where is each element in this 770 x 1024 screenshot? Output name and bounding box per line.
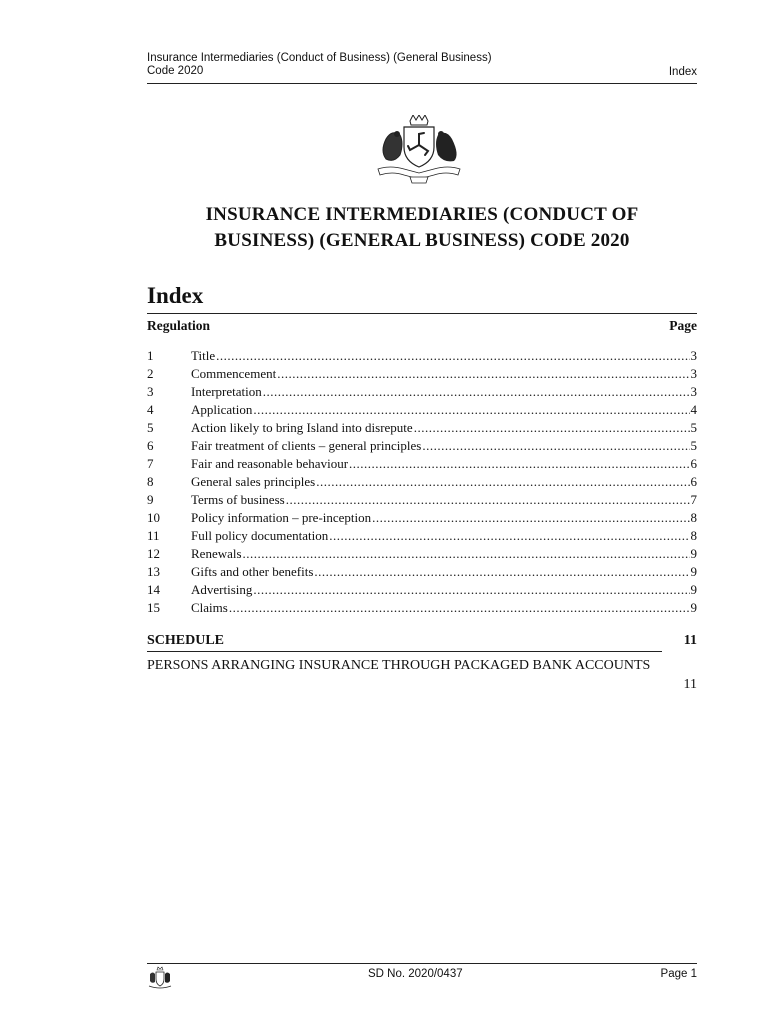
toc-entry-page[interactable]: 8 [690, 510, 697, 525]
toc-entry-page[interactable]: 9 [690, 600, 697, 615]
toc-regulation-number: 5 [147, 420, 154, 435]
toc-regulation-number: 1 [147, 348, 154, 363]
index-column-headers [147, 318, 697, 336]
toc-regulation-number: 6 [147, 438, 154, 453]
toc-entry-page[interactable]: 5 [690, 438, 697, 453]
toc-entry[interactable] [191, 401, 697, 419]
document-title [147, 202, 697, 254]
toc-entry-title[interactable]: Action likely to bring Island into disrepute [191, 420, 413, 435]
toc-entry-title[interactable]: Renewals [191, 546, 242, 561]
toc-regulation-number: 13 [147, 564, 160, 579]
toc-entry-page[interactable]: 9 [690, 546, 697, 561]
toc-regulation-number: 10 [147, 510, 160, 525]
toc-entry-title[interactable]: Policy information – pre-inception [191, 510, 372, 525]
toc-regulation-number: 8 [147, 474, 154, 489]
toc-regulation-number: 3 [147, 384, 154, 399]
toc-entry[interactable] [191, 437, 697, 455]
toc-row[interactable] [147, 599, 697, 617]
toc-leader-dots [243, 545, 690, 563]
toc-leader-dots [422, 437, 689, 455]
header-document-title: Insurance Intermediaries (Conduct of Business) (General Business) Code 2020 [147, 52, 492, 77]
isle-of-man-coat-of-arms-icon [370, 115, 468, 185]
toc-regulation-number: 11 [147, 528, 160, 543]
toc-entry-title[interactable]: Commencement [191, 366, 277, 381]
toc-leader-dots [229, 599, 690, 617]
toc-entry-title[interactable]: Fair treatment of clients – general principles [191, 438, 422, 453]
toc-leader-dots [216, 347, 689, 365]
toc-regulation-number: 15 [147, 600, 160, 615]
toc-row[interactable] [147, 563, 697, 581]
schedule-page-number[interactable]: 11 [683, 633, 697, 648]
toc-entry[interactable] [191, 581, 697, 599]
toc-entry-page[interactable]: 3 [690, 384, 697, 399]
toc-entry[interactable] [191, 491, 697, 509]
toc-entry-title[interactable]: Fair and reasonable behaviour [191, 456, 349, 471]
toc-entry-title[interactable]: Gifts and other benefits [191, 564, 314, 579]
toc-row[interactable] [147, 545, 697, 563]
document-title-line-1: INSURANCE INTERMEDIARIES (CONDUCT OF [205, 204, 639, 225]
footer-sd-number: SD No. 2020/0437 [368, 968, 463, 980]
toc-leader-dots [277, 365, 689, 383]
toc-regulation-number: 4 [147, 402, 154, 417]
toc-entry-title[interactable]: Application [191, 402, 253, 417]
toc-leader-dots [372, 509, 689, 527]
toc-row[interactable] [147, 473, 697, 491]
toc-entry[interactable] [191, 455, 697, 473]
toc-entry-page[interactable]: 6 [690, 474, 697, 489]
schedule-divider [147, 651, 662, 652]
index-heading: Index [147, 283, 204, 308]
toc-entry-page[interactable]: 3 [690, 366, 697, 381]
toc-entry[interactable] [191, 419, 697, 437]
toc-entry[interactable] [191, 527, 697, 545]
toc-entry-page[interactable]: 3 [690, 348, 697, 363]
index-divider [147, 313, 697, 314]
page-header [147, 52, 697, 84]
toc-leader-dots [314, 563, 689, 581]
toc-regulation-number: 7 [147, 456, 154, 471]
toc-row[interactable] [147, 401, 697, 419]
toc-row[interactable] [147, 383, 697, 401]
toc-entry[interactable] [191, 563, 697, 581]
toc-leader-dots [329, 527, 689, 545]
toc-entry-title[interactable]: Interpretation [191, 384, 262, 399]
toc-row[interactable] [147, 419, 697, 437]
toc-entry-title[interactable]: Full policy documentation [191, 528, 329, 543]
toc-entry[interactable] [191, 473, 697, 491]
toc-regulation-number: 9 [147, 492, 154, 507]
toc-entry-title[interactable]: Title [191, 348, 216, 363]
toc-row[interactable] [147, 437, 697, 455]
footer-coat-of-arms-icon [147, 966, 173, 990]
footer-divider [147, 963, 697, 964]
toc-row[interactable] [147, 347, 697, 365]
toc-entry-title[interactable]: Terms of business [191, 492, 285, 507]
toc-row[interactable] [147, 527, 697, 545]
toc-entry-page[interactable]: 7 [690, 492, 697, 507]
toc-row[interactable] [147, 365, 697, 383]
toc-entry[interactable] [191, 383, 697, 401]
schedule-title[interactable]: PERSONS ARRANGING INSURANCE THROUGH PACKAGED BANK ACCOUNTS [147, 658, 651, 673]
regulation-column-header: Regulation [147, 318, 211, 333]
toc-entry-title[interactable]: Claims [191, 600, 228, 615]
toc-leader-dots [263, 383, 690, 401]
toc-entry-page[interactable]: 6 [690, 456, 697, 471]
toc-entry-page[interactable]: 9 [690, 564, 697, 579]
header-section-label: Index [668, 66, 697, 78]
toc-regulation-number: 12 [147, 546, 160, 561]
schedule-title-row [147, 656, 697, 692]
schedule-heading[interactable]: SCHEDULE [147, 633, 225, 648]
toc-entry[interactable] [191, 347, 697, 365]
toc-row[interactable] [147, 509, 697, 527]
toc-leader-dots [253, 581, 689, 599]
toc-entry-page[interactable]: 9 [690, 582, 697, 597]
toc-entry-page[interactable]: 8 [690, 528, 697, 543]
toc-row[interactable] [147, 581, 697, 599]
toc-regulation-number: 2 [147, 366, 154, 381]
table-of-contents [147, 347, 697, 617]
footer-page-number: Page 1 [660, 968, 697, 980]
toc-entry[interactable] [191, 599, 697, 617]
schedule-heading-row [147, 633, 697, 651]
toc-row[interactable] [147, 491, 697, 509]
toc-entry[interactable] [191, 509, 697, 527]
toc-entry-page[interactable]: 5 [690, 420, 697, 435]
toc-leader-dots [349, 455, 689, 473]
page-column-header: Page [669, 318, 697, 333]
toc-leader-dots [316, 473, 689, 491]
toc-entry-page[interactable]: 4 [690, 402, 697, 417]
toc-leader-dots [286, 491, 690, 509]
toc-entry[interactable] [191, 545, 697, 563]
toc-regulation-number: 14 [147, 582, 160, 597]
toc-leader-dots [414, 419, 690, 437]
toc-entry[interactable] [191, 365, 697, 383]
toc-entry-title[interactable]: General sales principles [191, 474, 316, 489]
toc-leader-dots [253, 401, 689, 419]
toc-row[interactable] [147, 455, 697, 473]
schedule-title-page-number[interactable]: 11 [683, 677, 697, 692]
toc-entry-title[interactable]: Advertising [191, 582, 253, 597]
document-title-line-2: BUSINESS) (GENERAL BUSINESS) CODE 2020 [214, 230, 630, 251]
